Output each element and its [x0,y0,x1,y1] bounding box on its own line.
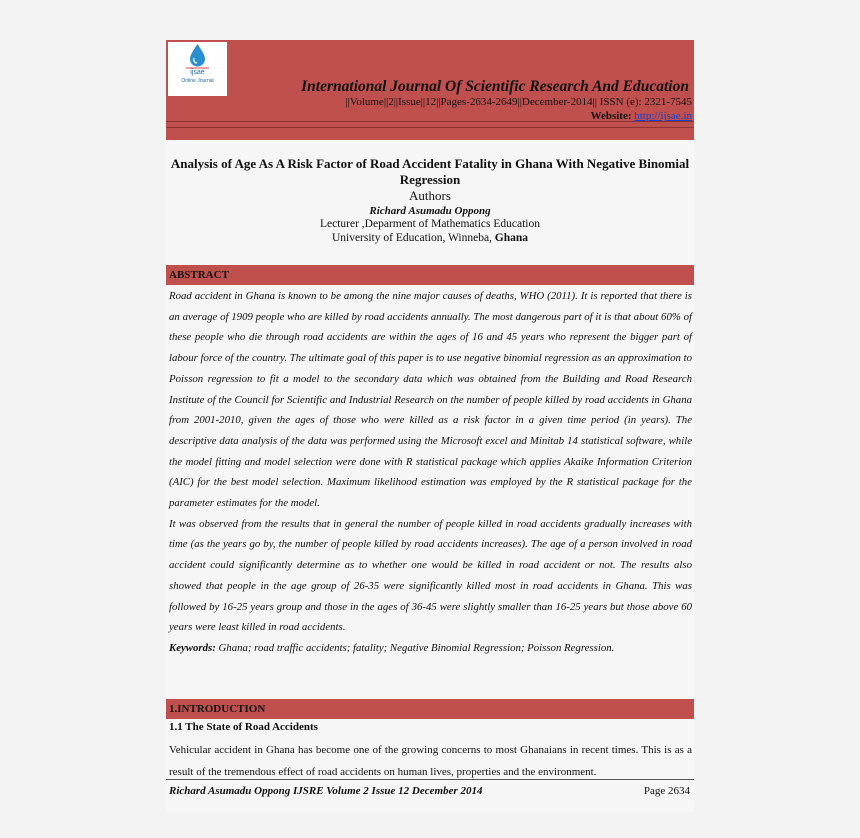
abstract-body [169,286,692,659]
keywords [169,638,692,659]
introduction-paragraph: Vehicular accident in Ghana has become one of the growing concerns to most Ghanaians in recent times. This is as a result of the tremendous effect of road accidents on human lives, properties and the environment. [169,744,692,778]
author-affiliation: Lecturer ,Deparment of Mathematics Education [319,218,540,230]
journal-title: International Journal Of Scientific Research And Education [301,78,689,95]
journal-meta: ||Volume||2||Issue||12||Pages-2634-2649||December-2014|| ISSN (e): 2321-7545 [345,96,692,108]
footer-citation: Richard Asumadu Oppong IJSRE Volume 2 Issue 12 December 2014 [169,785,483,797]
institution-country: Ghana [494,232,529,244]
paper-title: Analysis of Age As A Risk Factor of Road Accident Fatality in Ghana With Negative Binomial Regression [170,156,690,187]
abstract-paragraph: Road accident in Ghana is known to be among the nine major causes of deaths, WHO (2011). It is reported that there is an average of 1909 people who are killed by road accidents annually. The most dangerous part of it is that about 60% of these people who die through road accidents are within the ages of 16 and 45 years who represent the bigger part of labour force of the country. The ultimate goal of this paper is to use negative binomial regression as an approximation to Poisson regression to fit a model to the secondary data which was obtained from the Building and Road Research Institute of the Council for Scientific and Industrial Research on the number of people killed by road accidents in Ghana from 2001-2010, given the ages of those who were killed as a risk factor in a given time period (in years). The descriptive data analysis of the data was performed using the Microsoft excel and Minitab 14 statistical software, while the model fitting and model selection were done with R statistical package which applies Akaike Information Criterion (AIC) for the best model selection. Maximum likelihood estimation was employed by the R statistical package for the parameter estimates for the model. [169,290,692,510]
journal-logo [168,42,227,96]
water-drop-icon [168,42,227,70]
website-label: Website: [590,110,632,122]
journal-website [227,110,692,122]
logo-tagline: Online Journal [181,78,214,84]
authors-heading: Authors [409,188,451,203]
abstract-paragraph: It was observed from the results that in general the number of people killed in road accidents gradually increases with time (as the years go by, the number of people killed by road accidents increases). The age of a person involved in road accident could significantly determine as to whether one would be killed in road accident or not. The results also showed that people in the age group of 26-35 were significantly killed most in road accidents in Ghana. This was followed by 16-25 years group and those in the ages of 36-45 were slightly smaller than 16-25 years but those above 60 years were least killed in road accidents. [169,517,692,634]
website-link[interactable]: http://ijsae.in [634,110,692,122]
introduction-body [169,740,692,783]
section-subheading: 1.1 The State of Road Accidents [169,721,318,733]
institution-name: University of Education, Winneba, [331,232,492,244]
footer-rule [166,779,694,780]
logo-wordmark: ijsae [190,69,205,76]
author-institution [166,232,694,244]
page-number: Page 2634 [643,785,690,797]
keywords-label: Keywords: [169,641,216,654]
banner-divider [166,127,694,128]
keywords-list: Ghana; road traffic accidents; fatality; Negative Binomial Regression; Poisson Regression. [218,641,615,654]
introduction-heading: 1.INTRODUCTION [166,699,694,719]
author-name: Richard Asumadu Oppong [369,205,491,217]
abstract-heading: ABSTRACT [166,265,694,285]
